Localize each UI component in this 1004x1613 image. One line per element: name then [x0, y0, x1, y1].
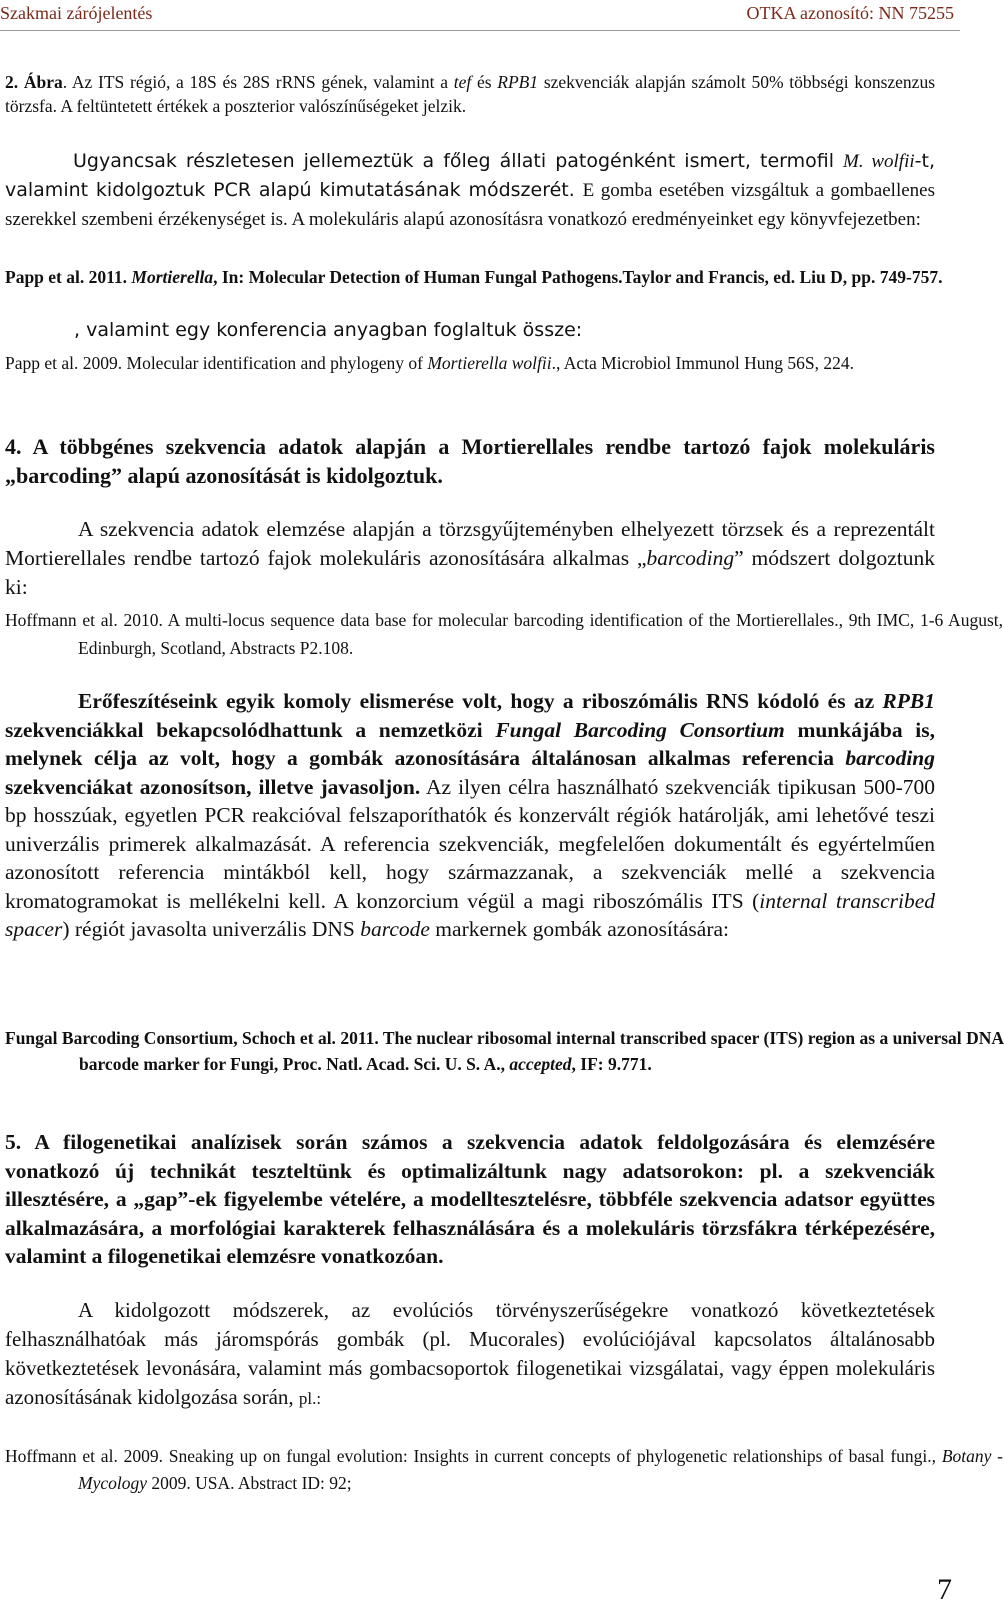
paragraph-consortium: Erőfeszítéseink egyik komoly elismerése volt, hogy a riboszómális RNS kódoló és az RPB1 szekvenciákkal bekapcsolódhattunk a nemzetközi Fungal Barcoding Consortium munkájába is, melynek célja az volt, hogy a gombák azonosítására általánosan alkalmas referencia barcoding szekvenciákat azonosítson, illetve javasoljon. Az ilyen célra használható szekvenciák tipikusan 500-700 bp hosszúak, egyetlen PCR reakcióval felszaporíthatók és konzervált régiók határolják, ami lehetővé teszi univerzális primerek alkalmazását. A referencia szekvenciák, megfelelően dokumentált és egyértelműen azonosított referencia mintákból kell, hogy származzanak, a szekvenciák mellé a szekvencia kromatogramokat is mellékelni kell. A konzorcium végül a magi riboszómális ITS (internal transcribed spacer) régiót javasolta univerzális DNS barcode markernek gombák azonosítására: [5, 689, 935, 941]
reference-papp-2009: Papp et al. 2009. Molecular identification and phylogeny of Mortierella wolfii., Acta Microbiol Immunol Hung 56S, 224. [5, 353, 854, 373]
paragraph-wolfii: Ugyancsak részletesen jellemeztük a főleg állati patogénként ismert, termofil M. wolfii-t, valamint kidolgoztuk PCR alapú kimutatásának módszerét. E gomba esetében vizsgáltuk a gombaellenes szerekkel szembeni érzékenységet is. A molekuláris alapú azonosításra vonatkozó eredményeinket egy könyvfejezetben: [5, 150, 935, 230]
header-divider [0, 30, 960, 31]
caption-label: 2. Ábra [5, 72, 63, 92]
reference-papp-2011: Papp et al. 2011. Mortierella, In: Molecular Detection of Human Fungal Pathogens.Taylor and Francis, ed. Liu D, pp. 749-757. [5, 267, 943, 287]
reference-schoch-2011: Fungal Barcoding Consortium, Schoch et al. 2011. The nuclear ribosomal internal transcribed spacer (ITS) region as a universal DNA barcode marker for Fungi, Proc. Natl. Acad. Sci. U. S. A., accepted, IF: 9.771. [5, 1028, 1004, 1074]
page-header-left: Szakmai zárójelentés [0, 3, 153, 23]
paragraph-methods-applicability: A kidolgozott módszerek, az evolúciós törvényszerűségekre vonatkozó következtetések felhasználhatóak más járomspórás gombák (pl. Mucorales) evolúciójával kapcsolatos általánosabb következtetések levonására, valamint más gombacsoportok filogenetikai vizsgálatai, vagy éppen molekuláris azonosításának kidolgozása során, pl.: [5, 1298, 935, 1409]
page-header-right: OTKA azonosító: NN 75255 [746, 3, 954, 23]
section-4-heading: 4. A többgénes szekvencia adatok alapján a Mortierellales rendbe tartozó fajok molekuláris „barcoding” alapú azonosítását is kidolgoztuk. [5, 434, 935, 488]
page-number: 7 [937, 1573, 952, 1606]
section-5-heading: 5. A filogenetikai analízisek során számos a szekvencia adatok feldolgozására és elemzésére vonatkozó új technikát teszteltünk és optimalizáltunk nagy adatsorokon: pl. a szekvenciák illesztésére, a „gap”-ek figyelembe vételére, a modelltesztelésre, többféle szekvencia adatsor együttes alkalmazására, a morfológiai karakterek felhasználására és a molekuláris törzsfákra térképezésére, valamint a filogenetikai elemzésre vonatkozóan. [5, 1130, 935, 1268]
line-konferencia: , valamint egy konferencia anyagban foglaltuk össze: [74, 319, 583, 341]
paragraph-barcoding-method: A szekvencia adatok elemzése alapján a törzsgyűjteményben elhelyezett törzsek és a reprezentált Mortierellales rendbe tartozó fajok molekuláris azonosítására alkalmas „barcoding” módszert dolgoztunk ki: [5, 517, 935, 599]
reference-hoffmann-2010: Hoffmann et al. 2010. A multi-locus sequence data base for molecular barcoding identification of the Mortierellales., 9th IMC, 1-6 August, Edinburgh, Scotland, Abstracts P2.108. [5, 610, 1003, 658]
reference-hoffmann-2009: Hoffmann et al. 2009. Sneaking up on fungal evolution: Insights in current concepts of phylogenetic relationships of basal fungi., Botany - Mycology 2009. USA. Abstract ID: 92; [5, 1446, 1003, 1493]
figure-caption: 2. Ábra. Az ITS régió, a 18S és 28S rRNS gének, valamint a tef és RPB1 szekvenciák alapján számolt 50% többségi konszenzus törzsfa. A feltüntetett értékek a poszterior valószínűségeket jelzik. [5, 72, 935, 116]
